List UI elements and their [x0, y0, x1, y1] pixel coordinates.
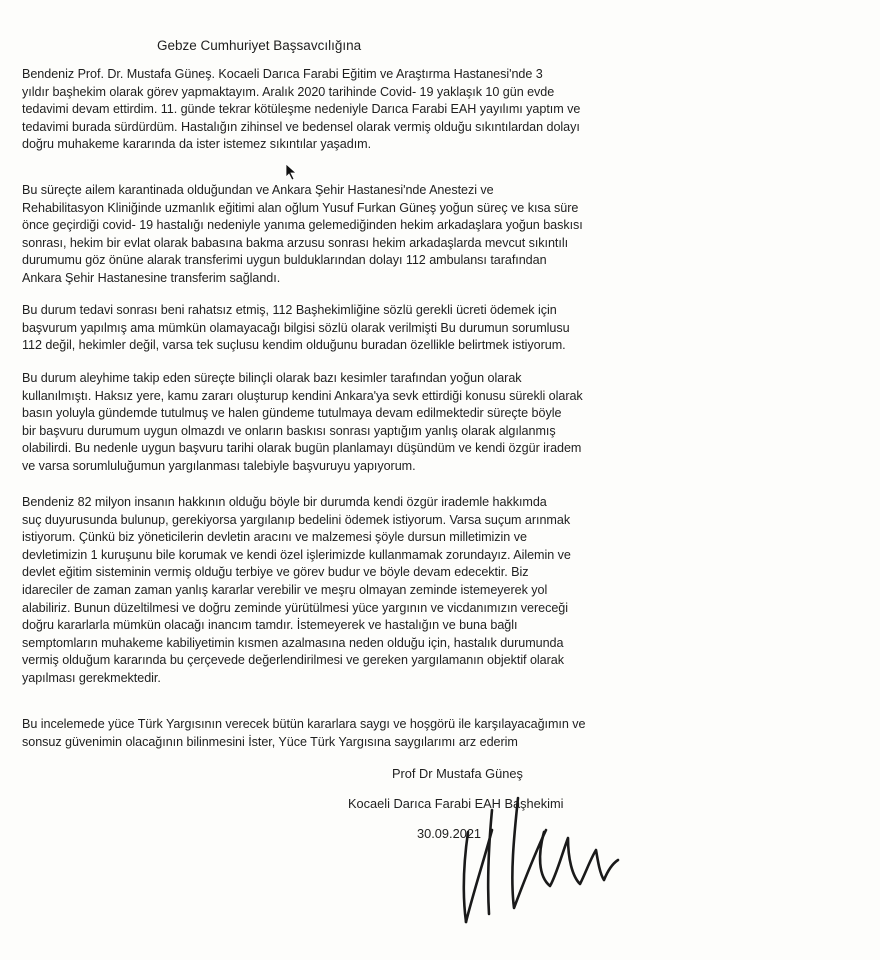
- paragraph-line: suç duyurusunda bulunup, gerekiyorsa yargılanıp bedelini ödemek istiyorum. Varsa suçum arınmak: [22, 512, 571, 527]
- paragraph-line: Bu durum aleyhime takip eden süreçte bilinçli olarak bazı kesimler tarafından yoğun olarak: [22, 371, 522, 385]
- paragraph-line: Bu süreçte ailem karantinada olduğundan ve Ankara Şehir Hastanesi'nde Anestezi ve: [22, 183, 494, 197]
- paragraph-line: Bu incelemede yüce Türk Yargısının verecek bütün kararlara saygı ve hoşgörü ile karşılayacağımın ve: [22, 717, 586, 731]
- paragraph-line: Bu durum tedavi sonrası beni rahatsız etmiş, 112 Başhekimliğine sözlü gerekli ücreti ödemek için: [22, 303, 557, 317]
- paragraph-line: tedavimi burada sürdürdüm. Hastalığın zihinsel ve bedensel olarak vermiş olduğu sıkıntılardan dolayı: [22, 119, 580, 134]
- paragraph-line: Rehabilitasyon Kliniğinde uzmanlık eğitimi alan oğlum Yusuf Furkan Güneş yoğun süreç ve kısa süre: [22, 200, 579, 215]
- paragraph-line: 112 değil, hekimler değil, varsa tek suçlusu kendim olduğunu buradan özellikle belirtmek istiyorum.: [22, 338, 566, 353]
- paragraph-line: olabilirdi. Bu nedenle uygun başvuru tarihi olarak bugün planlamayı düşündüm ve kendi özgür iradem: [22, 441, 582, 456]
- paragraph-line: alabiliriz. Bunun düzeltilmesi ve doğru zeminde yürütülmesi yüce yargının ve vicdanımızın vereceği: [22, 600, 568, 615]
- paragraph-line: Bendeniz Prof. Dr. Mustafa Güneş. Kocaeli Darıca Farabi Eğitim ve Araştırma Hastanesi'nde 3: [22, 67, 543, 81]
- paragraph-line: bir başvuru durumum uygun olmazdı ve onların baskısı sonrası yaptığım yanlış olarak algılanmış: [22, 423, 556, 438]
- paragraph-2: [22, 182, 583, 288]
- paragraph-line: istiyorum. Çünkü biz yöneticilerin devletin aracını ve malzemesi şöyle dursun milletimizin ve: [22, 530, 527, 545]
- paragraph-line: tedavimi devam ettirdim. 11. günde tekrar kötüleşme nedeniyle Darıca Farabi EAH yayılımı yaptım ve: [22, 102, 581, 117]
- paragraph-6: [22, 716, 585, 751]
- paragraph-1: [22, 66, 580, 154]
- paragraph-4: [22, 370, 583, 476]
- signatory-title: Kocaeli Darıca Farabi EAH Başhekimi: [348, 796, 564, 811]
- paragraph-line: devletimizin 1 kuruşunu bile korumak ve kendi özel işlerimizde kullanmamak zorundayız. Ailemin ve: [22, 547, 571, 562]
- signatory-name: Prof Dr Mustafa Güneş: [392, 766, 523, 781]
- cursor-arrow-icon: [285, 163, 299, 181]
- addressee-heading: Gebze Cumhuriyet Başsavcılığına: [157, 38, 362, 53]
- paragraph-line: devlet eğitim sisteminin vermiş olduğu terbiye ve görev budur ve böyle devam edecektir. Biz: [22, 565, 529, 580]
- paragraph-line: kullanılmıştı. Haksız yere, kamu zararı oluşturup kendini Ankara'ya sevk ettirdiği konusu sürekli olarak: [22, 388, 583, 403]
- paragraph-line: ve varsa sorumluluğumun yargılanması talebiyle başvuruyu yapıyorum.: [22, 458, 416, 473]
- paragraph-line: yıldır başhekim olarak görev yapmaktayım. Aralık 2020 tarihinde Covid- 19 yaklaşık 10 gün evde: [22, 84, 555, 99]
- handwritten-signature: [440, 780, 630, 930]
- paragraph-line: sonsuz güvenimin olacağının bilinmesini İster, Yüce Türk Yargısına saygılarımı arz ederim: [22, 734, 518, 749]
- paragraph-line: semptomların muhakeme kabiliyetimin kısmen azalmasına neden olduğu için, hastalık durumunda: [22, 635, 564, 650]
- paragraph-line: önce geçirdiği covid- 19 hastalığı nedeniyle yanıma gelemediğinden hekim arkadaşlara yoğun baskısı: [22, 218, 583, 233]
- paragraph-line: doğru muhakeme kararında da ister istemez sıkıntılar yaşadım.: [22, 137, 372, 152]
- paragraph-3: [22, 302, 570, 355]
- paragraph-line: Bendeniz 82 milyon insanın hakkının olduğu böyle bir durumda kendi özgür irademle hakkımda: [22, 495, 547, 509]
- paragraph-line: yapılması gerekmektedir.: [22, 670, 161, 685]
- paragraph-line: idareciler de zaman zaman yanlış kararlar verebilir ve meşru olmayan zeminde istemeyerek yol: [22, 582, 548, 597]
- paragraph-line: Ankara Şehir Hastanesine transferim sağlandı.: [22, 270, 281, 285]
- paragraph-line: vermiş olduğum kararında bu çerçevede değerlendirilmesi ve gereken yargılamanın objektif olarak: [22, 653, 564, 668]
- paragraph-line: doğru kararlarla mümkün olacağı inancım tamdır. İstemeyerek ve hastalığın ve buna bağlı: [22, 618, 518, 633]
- paragraph-line: sonrası, hekim bir evlat olarak babasına bakma arzusu sonrası hekim arkadaşlarda mevcut sıkıntılı: [22, 235, 569, 250]
- paragraph-line: durumumu göz önüne alarak transferimi uygun bulduklarından dolayı 112 ambulansı tarafından: [22, 253, 547, 268]
- paragraph-5: [22, 494, 571, 688]
- paragraph-line: başvurum yapılmış ama mümkün olamayacağı bilgisi sözlü olarak verilmişti Bu durumun sorumlusu: [22, 320, 570, 335]
- paragraph-line: basın yoluyla gündemde tutulmuş ve halen gündeme tutulmaya devam edilmektedir süreçte böyle: [22, 406, 562, 421]
- document-date: 30.09.2021: [417, 826, 482, 841]
